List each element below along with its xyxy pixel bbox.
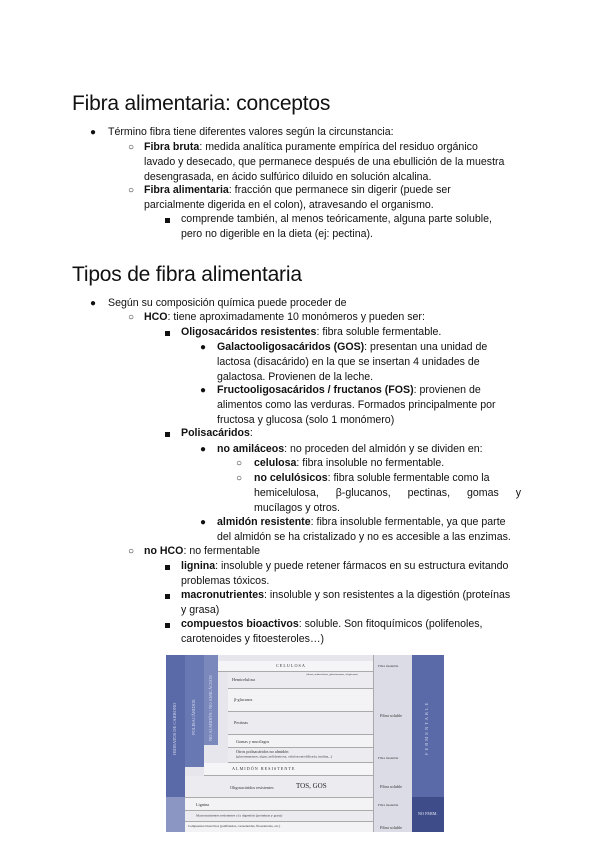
term-no-hco: no HCO [144,545,184,557]
compuestos-text1: : soluble. Son fitoquímicos (polifenoles, [298,618,483,630]
no-amilaceos-text: : no proceden del almidón y se dividen en: [284,443,483,455]
fig-tos-gos: TOS, GOS [296,782,327,790]
fig-celulosa: CELULOSA [276,663,306,668]
no-hco-text: : no fermentable [183,545,260,557]
term-almidon: almidón resistente [217,516,311,528]
term-lignina: lignina [181,560,216,572]
label-no-almidon: NO ALMIDÓN / NO AMILÁCEOS [208,675,213,741]
bullet-dot: ● [200,342,207,353]
fiber-classification-figure [166,655,444,832]
term-polisacaridos: Polisacáridos [181,427,250,439]
square-bullet [165,623,170,628]
fibra-alimentaria-block [144,183,526,213]
fig-celulosa-note: (xilanos, arabinoxilanos, galactomananos, xiloglucanos) [306,673,358,676]
circle-bullet: ○ [128,185,135,196]
bullet-dot: ● [200,517,207,528]
oligo-line [181,325,441,340]
almidon-text2: del almidón se ha cristalizado y no es accesible a las enzimas. [217,531,511,543]
fig-insoluble-2: Fibra insoluble [378,756,399,760]
term-fibra-bruta: Fibra bruta [144,141,200,153]
row-pectinas [228,712,373,735]
bullet-dot: ● [90,127,97,138]
macronutrientes-block [181,588,527,618]
gos-text2: lactosa (disacárido) en la que se insertan 4 unidades de [217,356,480,368]
fos-block [217,383,527,428]
fig-compuestos: Compuestos bioactivos (polifenoles, carotenoides, fitoesteroles, etc.) [188,824,281,828]
square-bullet [165,594,170,599]
no-celulosicos-text3: mucílagos y otros. [254,502,340,514]
no-celulosicos-block [254,471,527,516]
fig-otros-note: (glucomananos, algas, polidextrosa, celulosa modificada, inulina...) [236,754,333,759]
lignina-text2: problemas tóxicos. [181,575,270,587]
fig-insoluble-3: Fibra insoluble [378,803,399,807]
label-poli: POLISACÁRIDOS [191,699,196,735]
circle-bullet: ○ [128,312,135,323]
fig-no-fermentable: NO FERM. [418,811,438,816]
fibra-bruta-text2: lavado y desecado, que permanece después de una ebullición de la muestra [144,156,505,168]
term-compuestos: compuestos bioactivos [181,618,299,630]
fibra-bruta-text3: desengrasada, en ácido sulfúrico diluido en solución alcalina. [144,171,432,183]
compuestos-text2: carotenoides y fitoesteroles…) [181,633,325,645]
row-lignina [185,798,373,811]
fig-hemicelulosa: Hemicelulosa [232,677,256,682]
polisacaridos-text: : [249,427,253,439]
term-fibra-alimentaria: Fibra alimentaria [144,184,229,196]
left-column-bottom [166,797,185,832]
term-celulosa: celulosa [254,457,297,469]
square-bullet [165,565,170,570]
fibra-bruta-text1: : medida analítica puramente empírica del residuo orgánico [199,141,478,153]
fig-fermentable: FERMENTABLE [424,700,429,755]
lignina-text1: : insoluble y puede retener fármacos en su estructura evitando [215,560,509,572]
macronutrientes-text1: : insoluble y son resistentes a la digestión (proteínas [264,589,511,601]
label-hco: HIDRATOS DE CARBONO [172,702,177,755]
gos-block [217,340,527,385]
celulosa-line [254,456,444,471]
fig-gomas: Gomas y mucílagos [236,739,270,744]
fig-pectinas: Pectinas [234,720,248,725]
bullet-dot: ● [90,298,97,309]
fig-oligo: Oligosacáridos resistentes [230,785,274,790]
no-amilaceos-line [217,442,483,457]
term-gos: Galactooligosacáridos (GOS) [217,341,365,353]
circle-bullet: ○ [128,142,135,153]
square-bullet [165,432,170,437]
gos-text3: galactosa. Provienen de la leche. [217,371,374,383]
circle-bullet: ○ [236,473,243,484]
hco-text: : tiene aproximadamente 10 monómeros y pueden ser: [167,311,425,323]
circle-bullet: ○ [236,458,243,469]
term-macronutrientes: macronutrientes [181,589,265,601]
fig-soluble-3: Fibra soluble [380,825,402,830]
text-composicion: Según su composición química puede proceder de [108,297,347,309]
almidon-text1: : fibra insoluble fermentable, ya que parte [310,516,506,528]
section-title-tipos: Tipos de fibra alimentaria [72,263,302,286]
lignina-block [181,559,527,589]
sub-text1: comprende también, al menos teóricamente, alguna parte soluble, [181,213,492,225]
macronutrientes-text2: y grasa) [181,604,220,616]
term-no-amilaceos: no amiláceos [217,443,285,455]
fos-text2: alimentos como las verduras. Formados principalmente por [217,399,496,411]
gos-text1: : presentan una unidad de [364,341,488,353]
bullet-dot: ● [200,385,207,396]
text-termino-fibra: Término fibra tiene diferentes valores según la circunstancia: [108,126,394,138]
no-celulosicos-text1: : fibra soluble fermentable como la [327,472,490,484]
square-bullet [165,331,170,336]
fig-insoluble-1: Fibra insoluble [378,664,399,668]
fig-soluble-2: Fibra soluble [380,784,402,789]
section-title-conceptos: Fibra alimentaria: conceptos [72,92,331,115]
term-hco: HCO [144,311,168,323]
hco-line [144,310,425,325]
compuestos-block [181,617,527,647]
celulosa-text: : fibra insoluble no fermentable. [296,457,445,469]
fig-macro: Macronutrientes resistentes a la digestión (proteínas y grasa) [196,813,283,818]
no-hco-line [144,544,260,559]
fig-lignina: Lignina [196,802,210,807]
square-bullet [165,218,170,223]
sub-text2: pero no digerible en la dieta (ej: pectina). [181,228,373,240]
fos-text1: : provienen de [413,384,481,396]
fos-text3: fructosa y glucosa (solo 1 monómero) [217,414,395,426]
polisacaridos-line [181,426,253,441]
fig-otros: Otros polisacáridos no almidón [236,749,289,754]
fibra-alimentaria-text1: : fracción que permanece sin digerir (puede ser [228,184,451,196]
fibra-alimentaria-text2: parcialmente digerida en el colon), atravesando el organismo. [144,199,434,211]
term-fos: Fructooligosacáridos / fructanos (FOS) [217,384,414,396]
row-oligo [185,776,373,798]
fig-almidon: ALMIDÓN RESISTENTE [232,766,296,771]
fibra-alimentaria-sub [181,212,492,242]
no-celulosicos-text2: hemicelulosa, β-glucanos, pectinas, gomas y [254,487,522,499]
oligo-text: : fibra soluble fermentable. [316,326,442,338]
term-oligosacaridos: Oligosacáridos resistentes [181,326,317,338]
almidon-block [217,515,527,545]
fig-soluble-1: Fibra soluble [380,713,402,718]
fibra-bruta-block [144,140,526,185]
fig-beta-glucanos: β-glucanos [234,697,253,702]
term-no-celulosicos: no celulósicos [254,472,328,484]
circle-bullet: ○ [128,546,135,557]
bullet-dot: ● [200,444,207,455]
